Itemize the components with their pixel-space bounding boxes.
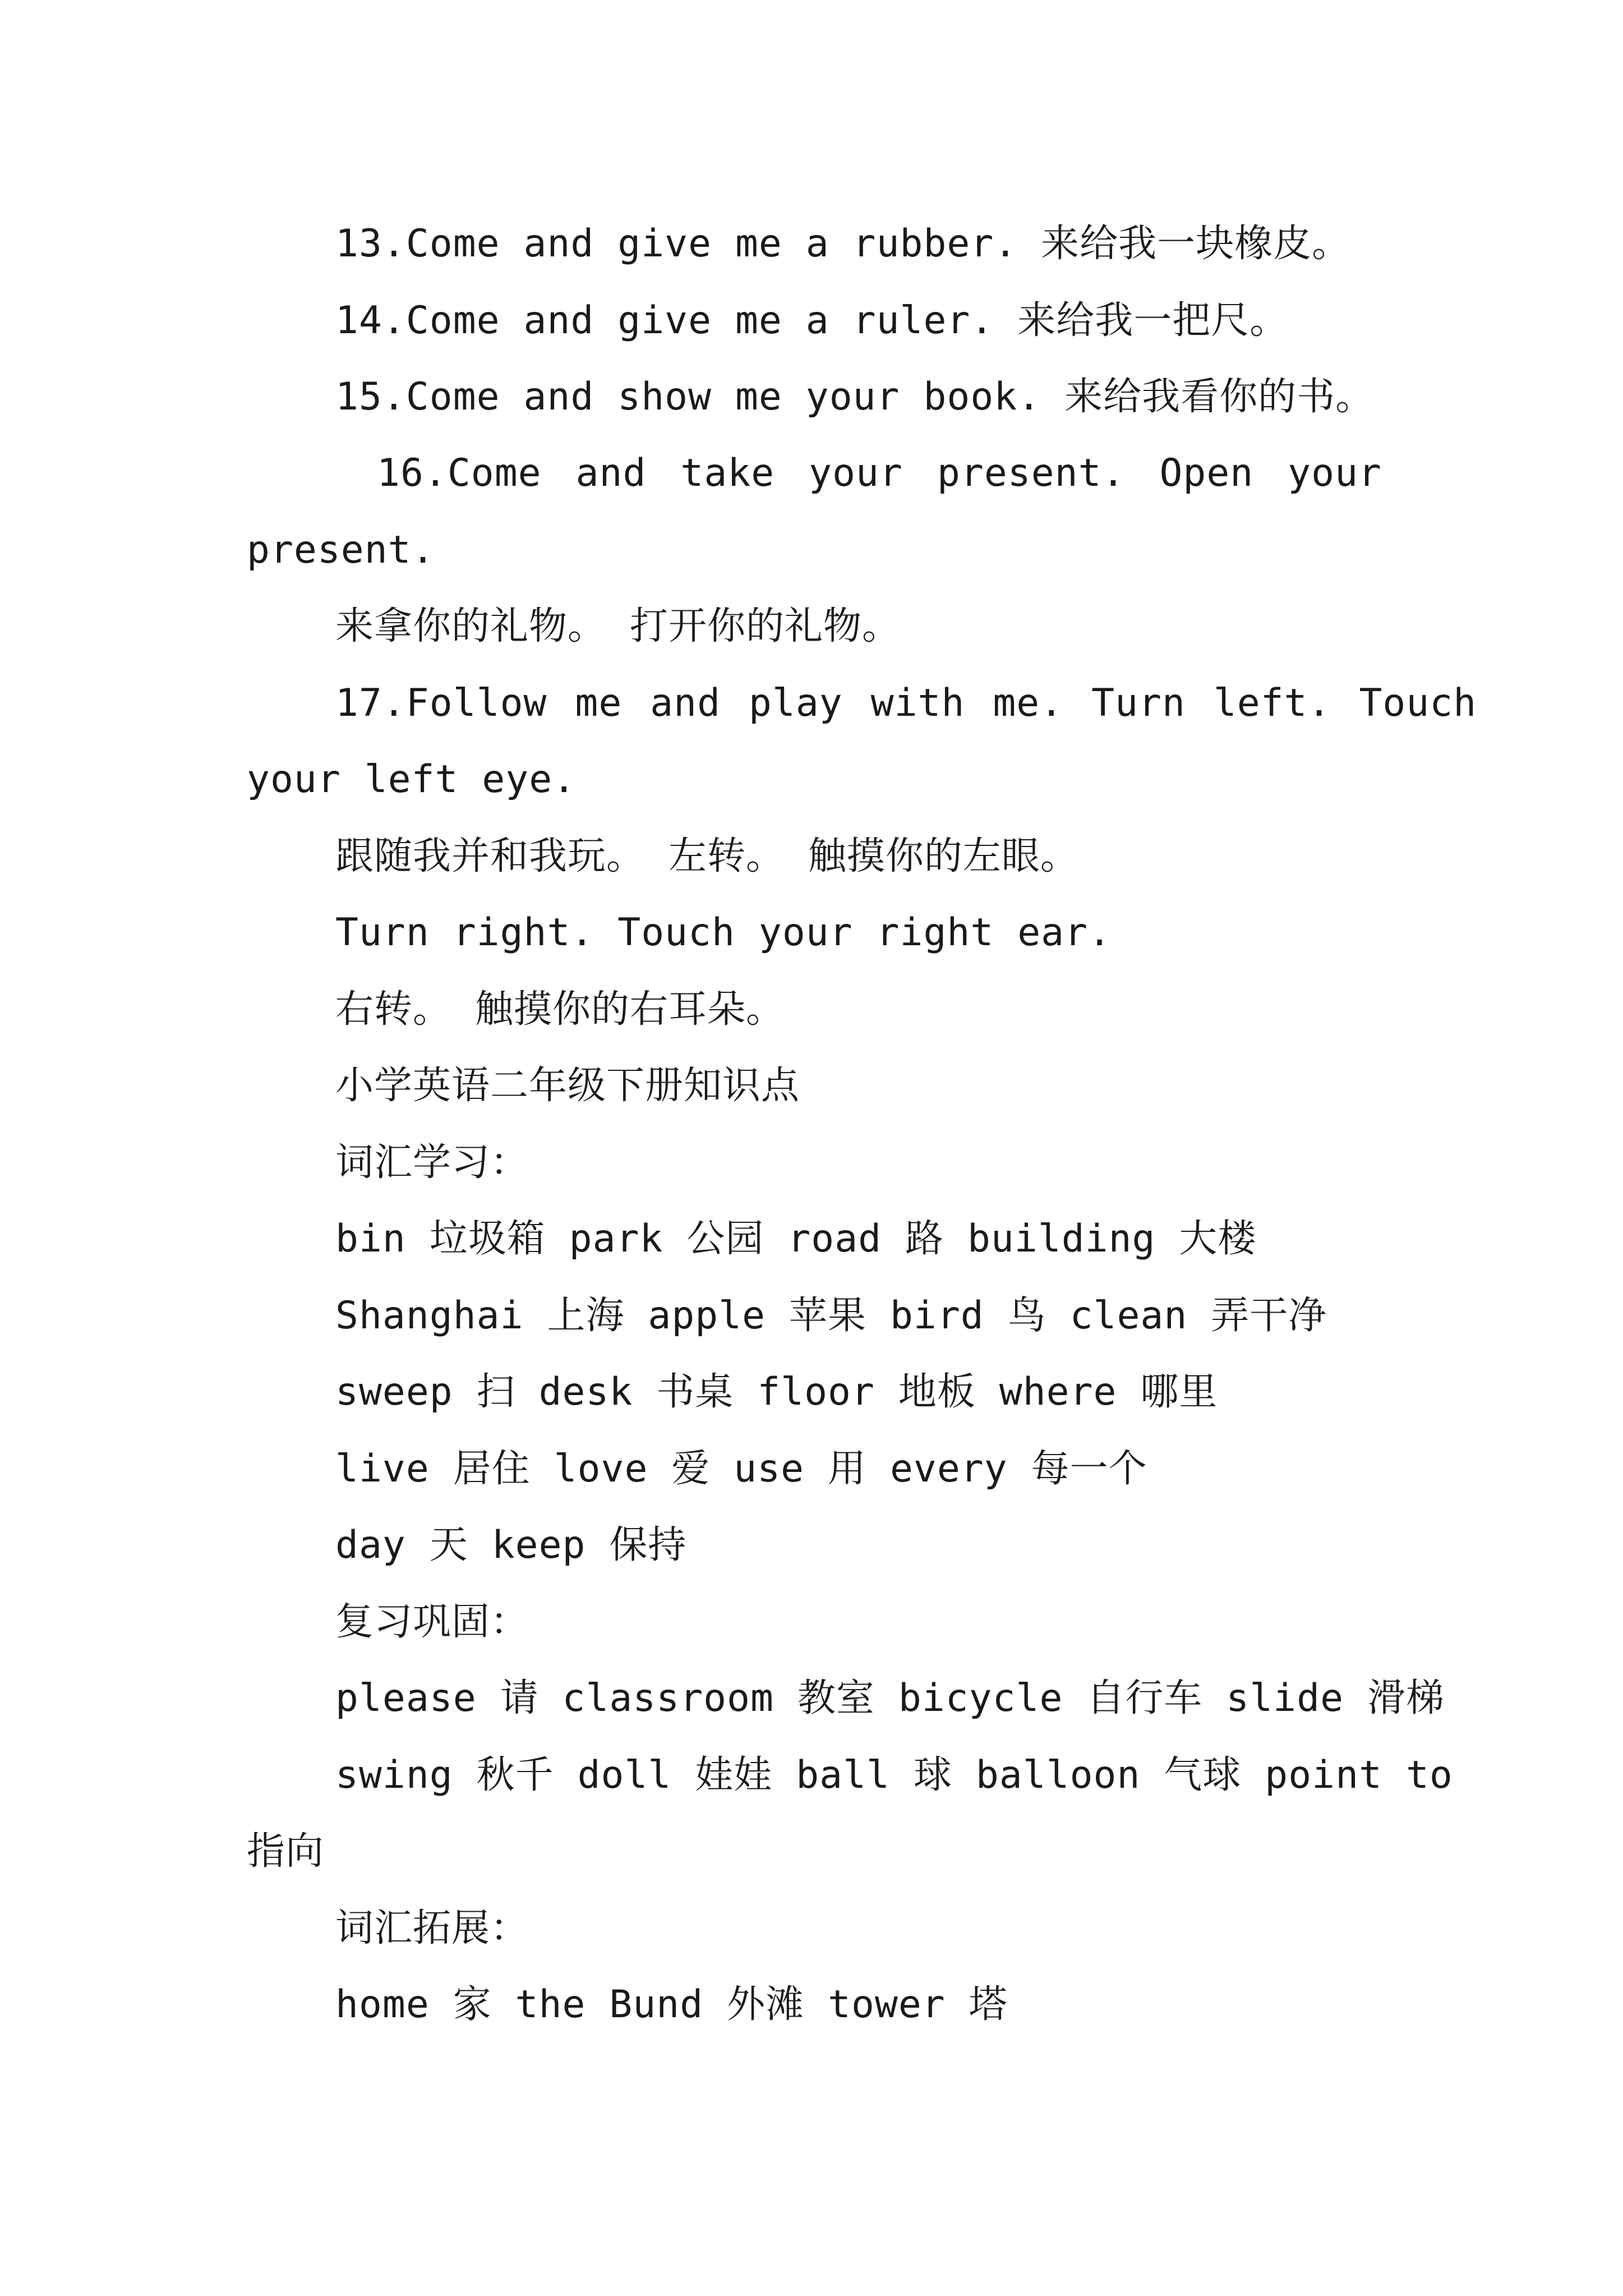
sentence-15: 15.Come and show me your book. 来给我看你的书。 [335, 375, 1375, 419]
sentence-16-line-1 [377, 448, 1382, 499]
section-heading: 小学英语二年级下册知识点 [335, 1064, 800, 1108]
word: your [809, 451, 903, 495]
vocab-line-2: Shanghai 上海 apple 苹果 bird 鸟 clean 弄干净 [335, 1294, 1327, 1338]
sentence-17-continued: Turn right. Touch your right ear. [335, 910, 1112, 955]
vocab-learning-heading: 词汇学习： [335, 1140, 529, 1185]
review-line-1: please 请 classroom 教室 bicycle 自行车 slide 滑梯 [335, 1676, 1445, 1720]
word: Open [1159, 451, 1254, 495]
sentence-14: 14.Come and give me a ruler. 来给我一把尺。 [335, 298, 1289, 343]
word: take [680, 451, 775, 495]
review-line-2: swing 秋千 doll 娃娃 ball 球 balloon 气球 point to [335, 1753, 1453, 1797]
sentence-17-translation: 跟随我并和我玩。 左转。 触摸你的左眼。 [335, 834, 1079, 878]
review-line-2-wrap: 指向 [247, 1829, 325, 1874]
word: your [1288, 451, 1382, 495]
expansion-line-1: home 家 the Bund 外滩 tower 塔 [335, 1982, 1008, 2027]
word: present. [937, 451, 1126, 495]
vocab-line-4: live 居住 love 爱 use 用 every 每一个 [335, 1447, 1147, 1491]
vocab-line-1: bin 垃圾箱 park 公园 road 路 building 大楼 [335, 1217, 1257, 1261]
word: 16.Come [377, 451, 542, 495]
sentence-17-continued-translation: 右转。 触摸你的右耳朵。 [335, 987, 785, 1032]
vocab-line-3: sweep 扫 desk 书桌 floor 地板 where 哪里 [335, 1370, 1218, 1414]
sentence-13: 13.Come and give me a rubber. 来给我一块橡皮。 [335, 222, 1351, 266]
vocab-line-5: day 天 keep 保持 [335, 1523, 687, 1567]
word: and [575, 451, 647, 495]
sentence-17-line-2: your left eye. [247, 757, 577, 802]
review-heading: 复习巩固： [335, 1600, 529, 1644]
expansion-heading: 词汇拓展： [335, 1906, 529, 1950]
sentence-17-line-1: 17.Follow me and play with me. Turn left. Touch [335, 681, 1477, 725]
sentence-16-line-2: present. [247, 528, 435, 572]
sentence-16-translation: 来拿你的礼物。 打开你的礼物。 [335, 604, 901, 648]
